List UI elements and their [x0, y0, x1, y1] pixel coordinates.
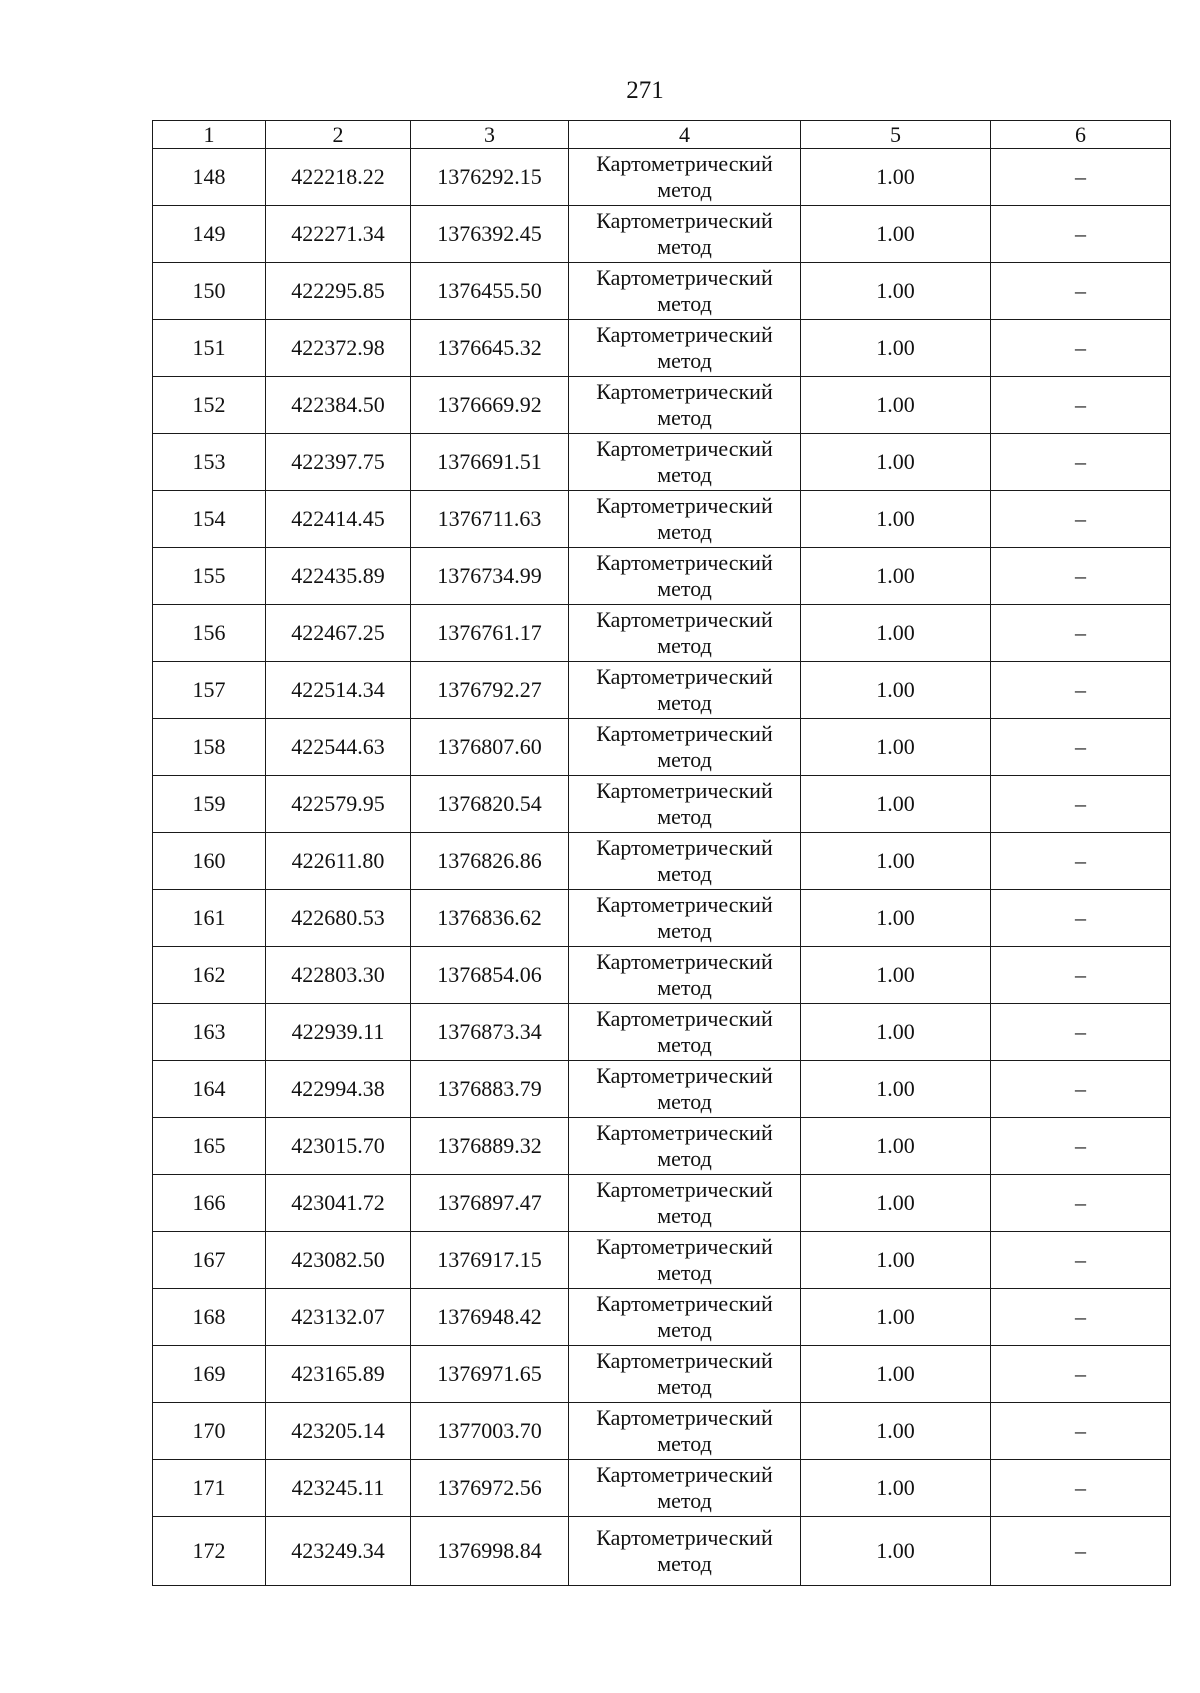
method-cell: Картометрический метод — [569, 719, 801, 776]
accuracy-cell: 1.00 — [801, 719, 991, 776]
note-cell: – — [991, 1517, 1171, 1586]
method-cell: Картометрический метод — [569, 890, 801, 947]
point-number-cell: 155 — [153, 548, 266, 605]
table-body — [153, 121, 1171, 1586]
method-cell: Картометрический метод — [569, 1004, 801, 1061]
note-cell: – — [991, 1346, 1171, 1403]
point-number-cell: 164 — [153, 1061, 266, 1118]
note-cell: – — [991, 947, 1171, 1004]
x-coordinate-cell: 422271.34 — [266, 206, 411, 263]
accuracy-cell: 1.00 — [801, 491, 991, 548]
point-number-cell: 149 — [153, 206, 266, 263]
note-cell: – — [991, 605, 1171, 662]
column-header: 5 — [801, 121, 991, 149]
x-coordinate-cell: 422414.45 — [266, 491, 411, 548]
table-row — [153, 434, 1171, 491]
x-coordinate-cell: 422397.75 — [266, 434, 411, 491]
x-coordinate-cell: 422611.80 — [266, 833, 411, 890]
note-cell: – — [991, 719, 1171, 776]
point-number-cell: 167 — [153, 1232, 266, 1289]
note-cell: – — [991, 776, 1171, 833]
table-row — [153, 719, 1171, 776]
table-row — [153, 1004, 1171, 1061]
column-header: 3 — [411, 121, 569, 149]
note-cell: – — [991, 1004, 1171, 1061]
method-cell: Картометрический метод — [569, 833, 801, 890]
accuracy-cell: 1.00 — [801, 1346, 991, 1403]
table-row — [153, 1289, 1171, 1346]
point-number-cell: 150 — [153, 263, 266, 320]
x-coordinate-cell: 423245.11 — [266, 1460, 411, 1517]
x-coordinate-cell: 422544.63 — [266, 719, 411, 776]
note-cell: – — [991, 206, 1171, 263]
point-number-cell: 156 — [153, 605, 266, 662]
note-cell: – — [991, 1460, 1171, 1517]
method-cell: Картометрический метод — [569, 1460, 801, 1517]
y-coordinate-cell: 1376897.47 — [411, 1175, 569, 1232]
accuracy-cell: 1.00 — [801, 377, 991, 434]
y-coordinate-cell: 1376691.51 — [411, 434, 569, 491]
x-coordinate-cell: 422372.98 — [266, 320, 411, 377]
accuracy-cell: 1.00 — [801, 890, 991, 947]
point-number-cell: 161 — [153, 890, 266, 947]
y-coordinate-cell: 1376292.15 — [411, 149, 569, 206]
y-coordinate-cell: 1376873.34 — [411, 1004, 569, 1061]
table-row — [153, 1460, 1171, 1517]
note-cell: – — [991, 434, 1171, 491]
method-cell: Картометрический метод — [569, 206, 801, 263]
accuracy-cell: 1.00 — [801, 833, 991, 890]
y-coordinate-cell: 1376761.17 — [411, 605, 569, 662]
y-coordinate-cell: 1376998.84 — [411, 1517, 569, 1586]
header-row — [153, 121, 1171, 149]
method-cell: Картометрический метод — [569, 320, 801, 377]
note-cell: – — [991, 890, 1171, 947]
y-coordinate-cell: 1376854.06 — [411, 947, 569, 1004]
accuracy-cell: 1.00 — [801, 1118, 991, 1175]
note-cell: – — [991, 149, 1171, 206]
accuracy-cell: 1.00 — [801, 548, 991, 605]
y-coordinate-cell: 1377003.70 — [411, 1403, 569, 1460]
method-cell: Картометрический метод — [569, 776, 801, 833]
accuracy-cell: 1.00 — [801, 947, 991, 1004]
note-cell: – — [991, 491, 1171, 548]
x-coordinate-cell: 422514.34 — [266, 662, 411, 719]
point-number-cell: 159 — [153, 776, 266, 833]
accuracy-cell: 1.00 — [801, 776, 991, 833]
table-row — [153, 377, 1171, 434]
method-cell: Картометрический метод — [569, 1346, 801, 1403]
y-coordinate-cell: 1376645.32 — [411, 320, 569, 377]
y-coordinate-cell: 1376826.86 — [411, 833, 569, 890]
method-cell: Картометрический метод — [569, 1175, 801, 1232]
accuracy-cell: 1.00 — [801, 1004, 991, 1061]
x-coordinate-cell: 423205.14 — [266, 1403, 411, 1460]
table-row — [153, 263, 1171, 320]
method-cell: Картометрический метод — [569, 1403, 801, 1460]
table-row — [153, 1403, 1171, 1460]
method-cell: Картометрический метод — [569, 1118, 801, 1175]
method-cell: Картометрический метод — [569, 1232, 801, 1289]
point-number-cell: 157 — [153, 662, 266, 719]
y-coordinate-cell: 1376883.79 — [411, 1061, 569, 1118]
y-coordinate-cell: 1376948.42 — [411, 1289, 569, 1346]
point-number-cell: 169 — [153, 1346, 266, 1403]
table-row — [153, 776, 1171, 833]
accuracy-cell: 1.00 — [801, 149, 991, 206]
method-cell: Картометрический метод — [569, 548, 801, 605]
accuracy-cell: 1.00 — [801, 662, 991, 719]
y-coordinate-cell: 1376792.27 — [411, 662, 569, 719]
point-number-cell: 163 — [153, 1004, 266, 1061]
note-cell: – — [991, 1232, 1171, 1289]
table-row — [153, 605, 1171, 662]
x-coordinate-cell: 423132.07 — [266, 1289, 411, 1346]
method-cell: Картометрический метод — [569, 1061, 801, 1118]
x-coordinate-cell: 422939.11 — [266, 1004, 411, 1061]
y-coordinate-cell: 1376734.99 — [411, 548, 569, 605]
accuracy-cell: 1.00 — [801, 1175, 991, 1232]
point-number-cell: 165 — [153, 1118, 266, 1175]
table-row — [153, 206, 1171, 263]
accuracy-cell: 1.00 — [801, 1460, 991, 1517]
accuracy-cell: 1.00 — [801, 434, 991, 491]
table-row — [153, 890, 1171, 947]
table-row — [153, 548, 1171, 605]
point-number-cell: 158 — [153, 719, 266, 776]
point-number-cell: 170 — [153, 1403, 266, 1460]
y-coordinate-cell: 1376972.56 — [411, 1460, 569, 1517]
table-row — [153, 1517, 1171, 1586]
note-cell: – — [991, 320, 1171, 377]
y-coordinate-cell: 1376669.92 — [411, 377, 569, 434]
note-cell: – — [991, 1175, 1171, 1232]
accuracy-cell: 1.00 — [801, 206, 991, 263]
point-number-cell: 162 — [153, 947, 266, 1004]
y-coordinate-cell: 1376889.32 — [411, 1118, 569, 1175]
method-cell: Картометрический метод — [569, 149, 801, 206]
table-row — [153, 1118, 1171, 1175]
table-row — [153, 1232, 1171, 1289]
x-coordinate-cell: 422994.38 — [266, 1061, 411, 1118]
x-coordinate-cell: 422218.22 — [266, 149, 411, 206]
y-coordinate-cell: 1376820.54 — [411, 776, 569, 833]
point-number-cell: 166 — [153, 1175, 266, 1232]
x-coordinate-cell: 422803.30 — [266, 947, 411, 1004]
column-header: 1 — [153, 121, 266, 149]
table-row — [153, 1346, 1171, 1403]
x-coordinate-cell: 423165.89 — [266, 1346, 411, 1403]
x-coordinate-cell: 423015.70 — [266, 1118, 411, 1175]
x-coordinate-cell: 423041.72 — [266, 1175, 411, 1232]
table-row — [153, 1061, 1171, 1118]
method-cell: Картометрический метод — [569, 377, 801, 434]
note-cell: – — [991, 1061, 1171, 1118]
table-row — [153, 149, 1171, 206]
method-cell: Картометрический метод — [569, 605, 801, 662]
note-cell: – — [991, 1289, 1171, 1346]
point-number-cell: 168 — [153, 1289, 266, 1346]
note-cell: – — [991, 377, 1171, 434]
table-row — [153, 947, 1171, 1004]
column-header: 2 — [266, 121, 411, 149]
method-cell: Картометрический метод — [569, 1289, 801, 1346]
note-cell: – — [991, 662, 1171, 719]
x-coordinate-cell: 423082.50 — [266, 1232, 411, 1289]
table-row — [153, 662, 1171, 719]
x-coordinate-cell: 422579.95 — [266, 776, 411, 833]
accuracy-cell: 1.00 — [801, 605, 991, 662]
note-cell: – — [991, 833, 1171, 890]
x-coordinate-cell: 422384.50 — [266, 377, 411, 434]
point-number-cell: 172 — [153, 1517, 266, 1586]
y-coordinate-cell: 1376836.62 — [411, 890, 569, 947]
note-cell: – — [991, 1403, 1171, 1460]
x-coordinate-cell: 422295.85 — [266, 263, 411, 320]
y-coordinate-cell: 1376917.15 — [411, 1232, 569, 1289]
note-cell: – — [991, 263, 1171, 320]
point-number-cell: 154 — [153, 491, 266, 548]
column-header: 6 — [991, 121, 1171, 149]
point-number-cell: 171 — [153, 1460, 266, 1517]
point-number-cell: 160 — [153, 833, 266, 890]
y-coordinate-cell: 1376455.50 — [411, 263, 569, 320]
method-cell: Картометрический метод — [569, 491, 801, 548]
table-row — [153, 1175, 1171, 1232]
note-cell: – — [991, 1118, 1171, 1175]
accuracy-cell: 1.00 — [801, 1232, 991, 1289]
point-number-cell: 152 — [153, 377, 266, 434]
page-number: 271 — [626, 77, 664, 104]
column-header: 4 — [569, 121, 801, 149]
accuracy-cell: 1.00 — [801, 320, 991, 377]
point-number-cell: 151 — [153, 320, 266, 377]
method-cell: Картометрический метод — [569, 434, 801, 491]
y-coordinate-cell: 1376971.65 — [411, 1346, 569, 1403]
y-coordinate-cell: 1376711.63 — [411, 491, 569, 548]
point-number-cell: 148 — [153, 149, 266, 206]
accuracy-cell: 1.00 — [801, 263, 991, 320]
coordinates-table — [152, 120, 1171, 1586]
method-cell: Картометрический метод — [569, 263, 801, 320]
y-coordinate-cell: 1376392.45 — [411, 206, 569, 263]
accuracy-cell: 1.00 — [801, 1289, 991, 1346]
accuracy-cell: 1.00 — [801, 1403, 991, 1460]
method-cell: Картометрический метод — [569, 1517, 801, 1586]
table-row — [153, 320, 1171, 377]
y-coordinate-cell: 1376807.60 — [411, 719, 569, 776]
x-coordinate-cell: 422680.53 — [266, 890, 411, 947]
x-coordinate-cell: 422435.89 — [266, 548, 411, 605]
x-coordinate-cell: 422467.25 — [266, 605, 411, 662]
accuracy-cell: 1.00 — [801, 1061, 991, 1118]
note-cell: – — [991, 548, 1171, 605]
accuracy-cell: 1.00 — [801, 1517, 991, 1586]
method-cell: Картометрический метод — [569, 662, 801, 719]
x-coordinate-cell: 423249.34 — [266, 1517, 411, 1586]
method-cell: Картометрический метод — [569, 947, 801, 1004]
table-row — [153, 491, 1171, 548]
table-row — [153, 833, 1171, 890]
point-number-cell: 153 — [153, 434, 266, 491]
